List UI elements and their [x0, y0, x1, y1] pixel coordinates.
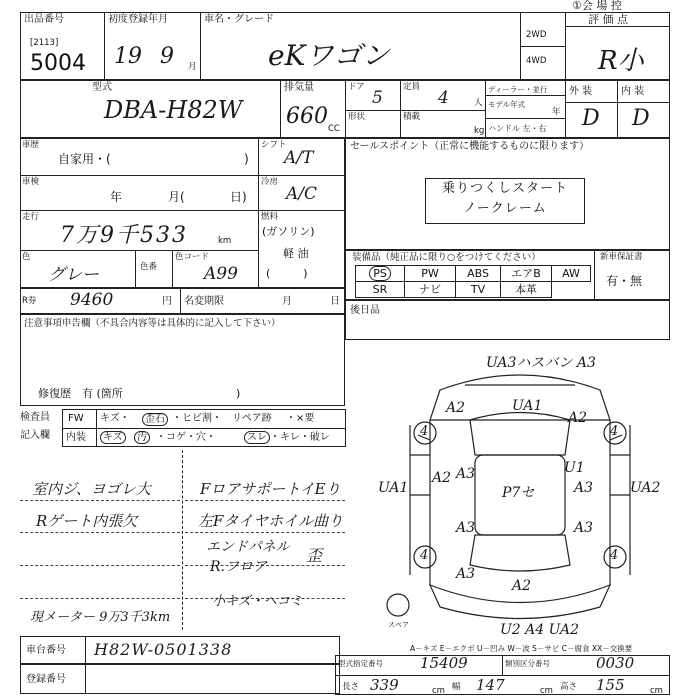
- diag-label-6: U1: [564, 460, 585, 476]
- equip-tv: TV: [455, 281, 501, 298]
- model-num-label: 型式指定番号: [338, 659, 383, 668]
- recycle-value: 9460: [70, 290, 114, 310]
- row1-crack: ・ヒビ割・: [172, 413, 222, 424]
- lot-label: 出品番号: [24, 14, 64, 25]
- inspection-label: 車検: [22, 177, 40, 187]
- equip-sr: SR: [355, 281, 405, 298]
- model-year-label: モデル年式: [488, 100, 526, 109]
- lot-number: 5004: [30, 51, 86, 76]
- note-small-scratch: 小キズ・ヘコミ: [212, 594, 303, 609]
- model-value: DBA-H82W: [104, 96, 243, 124]
- km-unit: km: [218, 236, 232, 246]
- diag-label-1: A2: [446, 400, 466, 416]
- history-label: 車歴: [22, 140, 40, 150]
- fuel-label: 燃料: [261, 212, 279, 222]
- equip-navi: ナビ: [404, 281, 456, 298]
- class-num-value: 0030: [596, 654, 635, 672]
- grade-label: 評 価 点: [588, 13, 628, 26]
- equip-abs: ABS: [455, 265, 501, 282]
- note-bracket: 歪: [306, 546, 323, 565]
- new-warranty-label: 新車保証書: [600, 252, 643, 262]
- notes-label: 注意事項申告欄（不具合内容等は具体的に記入して下さい）: [24, 318, 281, 329]
- first-reg-label: 初度登録年月: [108, 14, 168, 25]
- damage-legend: A－キズ E－エクボ U－凹み W－波 S－サビ C－腐食 XX－交換要: [410, 644, 633, 653]
- interior-value: D: [632, 106, 650, 131]
- delivery-frame: [345, 300, 670, 340]
- length-label: 長さ: [342, 682, 360, 692]
- color-code-label: 色コード: [175, 252, 210, 262]
- capacity-value: 4: [438, 88, 449, 108]
- exterior-value: D: [582, 106, 600, 131]
- repair-close: ): [236, 387, 241, 400]
- diag-label-12: A3: [456, 520, 476, 536]
- height-unit: cm: [650, 686, 663, 696]
- handle-label: ハンドル 左・右: [488, 124, 547, 133]
- ac-value: A/C: [286, 184, 318, 204]
- load-label: 積載: [403, 112, 421, 122]
- deadline-label: 名変期限: [184, 296, 224, 307]
- inspection-year: 年: [110, 190, 123, 204]
- diag-label-15: A2: [512, 578, 532, 594]
- diag-label-9: P7セ: [502, 485, 535, 501]
- tire-front-right: 4: [610, 424, 619, 439]
- equip-ps: [355, 265, 405, 282]
- row2-dirt: 汚: [134, 431, 150, 444]
- class-num-label: 類別区分番号: [505, 659, 550, 668]
- interior-label: 内 装: [621, 86, 645, 97]
- fuel-gasoline: (ガソリン): [262, 225, 315, 238]
- tire-rear-right: 4: [610, 548, 619, 563]
- inspection-month: 月(: [168, 190, 185, 204]
- diag-label-3: A2: [568, 410, 588, 426]
- row2-scratch: キズ: [100, 431, 126, 444]
- displacement-label: 排気量: [284, 82, 314, 93]
- reg-label: 登録番号: [26, 674, 66, 685]
- note-rgate: Rゲート内張欠: [36, 512, 138, 530]
- fuel-light-oil: 軽 油: [283, 247, 309, 260]
- first-reg-month: 9: [160, 44, 174, 69]
- diag-label-4: A2: [432, 470, 452, 486]
- diag-label-2: UA1: [512, 398, 543, 414]
- drive-2wd: 2WD: [526, 30, 547, 40]
- shift-value: A/T: [284, 148, 314, 168]
- year-unit: 年: [552, 107, 561, 117]
- tire-rear-left: 4: [420, 548, 429, 563]
- recycle-label: R券: [22, 296, 37, 306]
- color-no-label: 色番: [140, 262, 158, 272]
- entry-label: 記入欄: [20, 430, 50, 441]
- model-label: 型式: [92, 82, 112, 93]
- equipment-label: 装備品（純正品に限り○をつけてください）: [352, 252, 541, 263]
- exterior-label: 外 装: [569, 86, 593, 97]
- diag-label-11: UA2: [630, 480, 661, 496]
- diag-label-5: A3: [456, 466, 476, 482]
- displacement-value: 660: [286, 104, 328, 129]
- deadline-month: 月: [282, 296, 292, 307]
- chassis-label: 車台番号: [26, 645, 66, 656]
- diag-label-16: U2 A4 UA2: [500, 622, 580, 638]
- corner-label: ①会 場 控: [572, 0, 622, 12]
- inspection-day: 日): [230, 190, 247, 204]
- shape-label: 形状: [348, 112, 366, 122]
- note-end-panel: エンドパネル: [206, 539, 290, 555]
- row2-interior: 内装: [66, 432, 86, 443]
- spare-label: スペア: [388, 621, 409, 629]
- length-value: 339: [370, 676, 399, 694]
- diag-label-8: A3: [574, 480, 594, 496]
- history-paren-close: ): [244, 152, 249, 166]
- row1-stone: 歪石: [142, 413, 168, 426]
- delivery-label: 後日品: [350, 305, 380, 316]
- meter-note: 現メーター 9万3千3km: [30, 610, 171, 625]
- deadline-day: 日: [330, 296, 340, 307]
- door-label: ドア: [348, 82, 365, 92]
- sales-stamp: [425, 178, 585, 224]
- lot-sub: [2113]: [30, 38, 59, 48]
- diag-label-7: UA1: [378, 480, 409, 496]
- inspector-label: 検査員: [20, 412, 50, 423]
- color-label: 色: [22, 252, 31, 262]
- grade-value: R小: [598, 46, 644, 76]
- kg-unit: kg: [474, 126, 485, 136]
- row2-burn: ・コゲ・穴・: [156, 432, 216, 443]
- chassis-value: H82W-0501338: [94, 640, 233, 659]
- color-value: グレー: [48, 265, 99, 285]
- row2-rub: スレ: [244, 431, 270, 444]
- equip-leather: 本革: [500, 281, 552, 298]
- row1-need: ・×要: [286, 413, 315, 424]
- equip-pw: PW: [404, 265, 456, 282]
- diag-label-0: UA3ハスバン A3: [486, 355, 596, 371]
- row2-tear: ・キレ・破レ: [270, 432, 330, 443]
- sales-label: セールスポイント（正常に機能するものに限ります）: [350, 141, 590, 152]
- width-unit: cm: [540, 686, 553, 696]
- note-interior-dirt: 室内ジ、ヨゴレ大: [32, 480, 151, 498]
- recycle-frame: [20, 288, 345, 314]
- car-name-value: eKワゴン: [268, 39, 390, 72]
- repair-label: 修復歴 有 (箇所: [38, 387, 123, 400]
- diag-label-14: A3: [456, 566, 476, 582]
- note-wheel: 左Fタイヤホイル曲り: [198, 512, 344, 530]
- length-unit: cm: [432, 686, 445, 696]
- height-value: 155: [596, 676, 625, 694]
- stamp-line-2: ノークレーム: [463, 201, 547, 216]
- diag-label-13: A3: [574, 520, 594, 536]
- row1-scratch: キズ・: [100, 413, 130, 424]
- equip-aw: AW: [551, 265, 591, 282]
- stamp-line-1: 乗りつくしスタート: [441, 181, 568, 196]
- dealer-label: ディーラー・並行: [488, 85, 548, 94]
- yen-unit: 円: [162, 296, 172, 307]
- mileage-label: 走行: [22, 212, 40, 222]
- cc-unit: CC: [328, 124, 340, 134]
- row1-fw: FW: [68, 413, 84, 424]
- capacity-label: 定員: [403, 82, 421, 92]
- mileage-value: 7万9千533: [60, 223, 188, 248]
- door-value: 5: [372, 88, 383, 108]
- tire-front-left: 4: [420, 424, 429, 439]
- equip-airbag: エアB: [500, 265, 552, 282]
- history-value: 自家用・(: [58, 152, 111, 166]
- reg-frame: [20, 664, 340, 694]
- first-reg-year: 19: [114, 44, 142, 69]
- height-label: 高さ: [560, 682, 578, 692]
- row1-repair: リペア跡: [232, 413, 272, 424]
- width-value: 147: [476, 676, 505, 694]
- drive-4wd: 4WD: [526, 56, 547, 66]
- person-unit: 人: [474, 98, 483, 108]
- fuel-paren: ( ): [266, 267, 308, 280]
- model-num-value: 15409: [420, 654, 468, 672]
- width-label: 幅: [452, 682, 461, 692]
- equip-ps-text: PS: [369, 266, 391, 281]
- note-floor-support: FロアサポートイEり: [200, 480, 341, 498]
- color-code-value: A99: [204, 264, 238, 284]
- note-r-floor: R.フロア: [210, 559, 267, 575]
- new-warranty-value: 有・無: [606, 274, 643, 288]
- car-name-label: 車名・グレード: [204, 14, 274, 25]
- ac-label: 冷房: [261, 177, 279, 187]
- month-unit: 月: [188, 62, 197, 72]
- shift-label: シフト: [261, 140, 287, 150]
